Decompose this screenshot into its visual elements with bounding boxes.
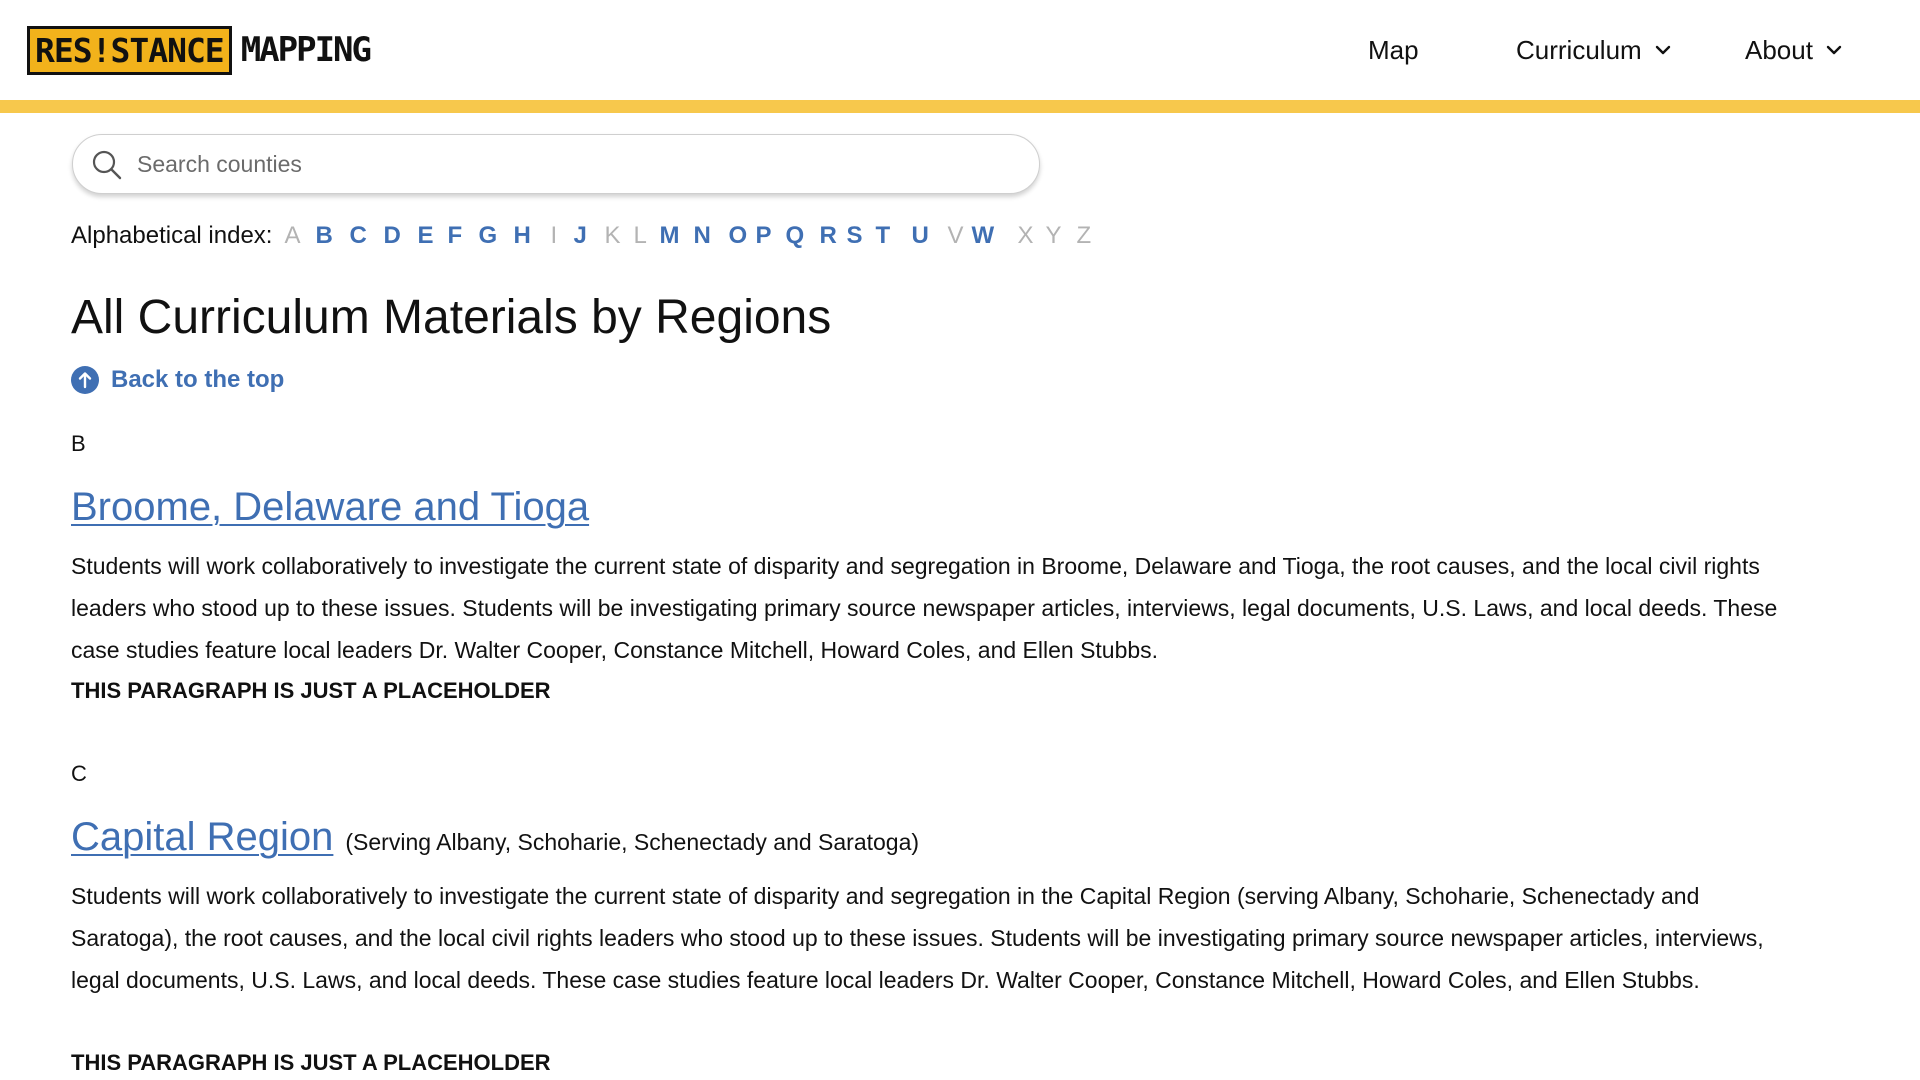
alpha-letter-b[interactable]: B (315, 222, 333, 249)
back-to-top-label: Back to the top (111, 366, 285, 393)
chevron-down-icon (1825, 41, 1843, 59)
arrow-up-circle-icon (71, 366, 99, 394)
alpha-letter-e[interactable]: E (417, 222, 434, 249)
back-to-top-link[interactable] (71, 366, 284, 394)
alpha-letter-t[interactable]: T (875, 222, 891, 249)
alpha-letter-z: Z (1076, 222, 1092, 249)
region-placeholder-note: THIS PARAGRAPH IS JUST A PLACEHOLDER (71, 678, 551, 703)
region-title-row (71, 815, 919, 860)
alpha-letter-n[interactable]: N (693, 222, 711, 249)
alpha-letter-x: X (1017, 222, 1034, 249)
alpha-letter-l: L (633, 222, 647, 249)
alpha-letter-s[interactable]: S (846, 222, 863, 249)
region-title-row (71, 485, 589, 530)
alpha-letter-v: V (947, 222, 964, 249)
nav-map[interactable] (1368, 30, 1419, 70)
region-description: Students will work collaboratively to investigate the current state of disparity and segregation in Broome, Delaware and Tioga, the root causes, and the local civil rights leaders who stood up to these issues. Students will be investigating primary source newspaper articles, interviews, legal documents, U.S. Laws, and local deeds. These case studies feature local leaders Dr. Walter Cooper, Constance Mitchell, Howard Coles, and Ellen Stubbs. (71, 553, 1778, 663)
site-logo[interactable] (27, 26, 370, 75)
nav-curriculum-label: Curriculum (1516, 34, 1642, 65)
alpha-letter-o[interactable]: O (728, 222, 748, 249)
region-placeholder-note: THIS PARAGRAPH IS JUST A PLACEHOLDER (71, 1050, 551, 1075)
alpha-letter-d[interactable]: D (383, 222, 401, 249)
header-accent-bar (0, 100, 1920, 113)
logo-mapping: MAPPING (240, 30, 370, 70)
search-icon (91, 149, 123, 181)
alphabetical-index-label: Alphabetical index: (71, 222, 273, 249)
alpha-letter-a: A (284, 222, 301, 249)
nav-about-label: About (1745, 34, 1813, 65)
region-description: Students will work collaboratively to investigate the current state of disparity and segregation in the Capital Region (serving Albany, Schoharie, Schenectady and Saratoga), the root causes, and the local civil rights leaders who stood up to these issues. Students will be investigating primary source newspaper articles, interviews, legal documents, U.S. Laws, and local deeds. These case studies feature local leaders Dr. Walter Cooper, Constance Mitchell, Howard Coles, and Ellen Stubbs. (71, 883, 1764, 993)
site-header (0, 0, 1920, 100)
region-link-capital-region[interactable]: Capital Region (71, 815, 334, 859)
alpha-letter-w[interactable]: W (971, 222, 995, 249)
region-serving-note: (Serving Albany, Schoharie, Schenectady and Saratoga) (345, 829, 920, 855)
nav-curriculum[interactable] (1516, 30, 1672, 70)
alphabetical-index-letters (284, 220, 1144, 252)
alpha-letter-i: I (550, 222, 558, 249)
page-title: All Curriculum Materials by Regions (71, 291, 832, 344)
alpha-letter-u[interactable]: U (911, 222, 929, 249)
section-letter-c: C (71, 761, 87, 786)
alpha-letter-p[interactable]: P (755, 222, 772, 249)
county-search[interactable] (72, 134, 1040, 194)
nav-about[interactable] (1745, 30, 1843, 70)
alpha-letter-q[interactable]: Q (785, 222, 805, 249)
alpha-letter-h[interactable]: H (513, 222, 531, 249)
alpha-letter-k: K (604, 222, 621, 249)
alpha-letter-y: Y (1045, 222, 1062, 249)
search-input[interactable] (137, 145, 1017, 183)
alpha-letter-m[interactable]: M (659, 222, 680, 249)
region-link-broome-delaware-tioga[interactable]: Broome, Delaware and Tioga (71, 485, 590, 529)
alpha-letter-r[interactable]: R (819, 222, 837, 249)
alpha-letter-f[interactable]: F (447, 222, 463, 249)
nav-map-label: Map (1368, 34, 1419, 65)
logo-resistance: RES!STANCE (27, 26, 232, 75)
alpha-letter-g[interactable]: G (478, 222, 498, 249)
section-letter-b: B (71, 431, 86, 456)
chevron-down-icon (1654, 41, 1672, 59)
alphabetical-index (71, 220, 1144, 252)
alpha-letter-c[interactable]: C (349, 222, 367, 249)
alpha-letter-j[interactable]: J (573, 222, 587, 249)
